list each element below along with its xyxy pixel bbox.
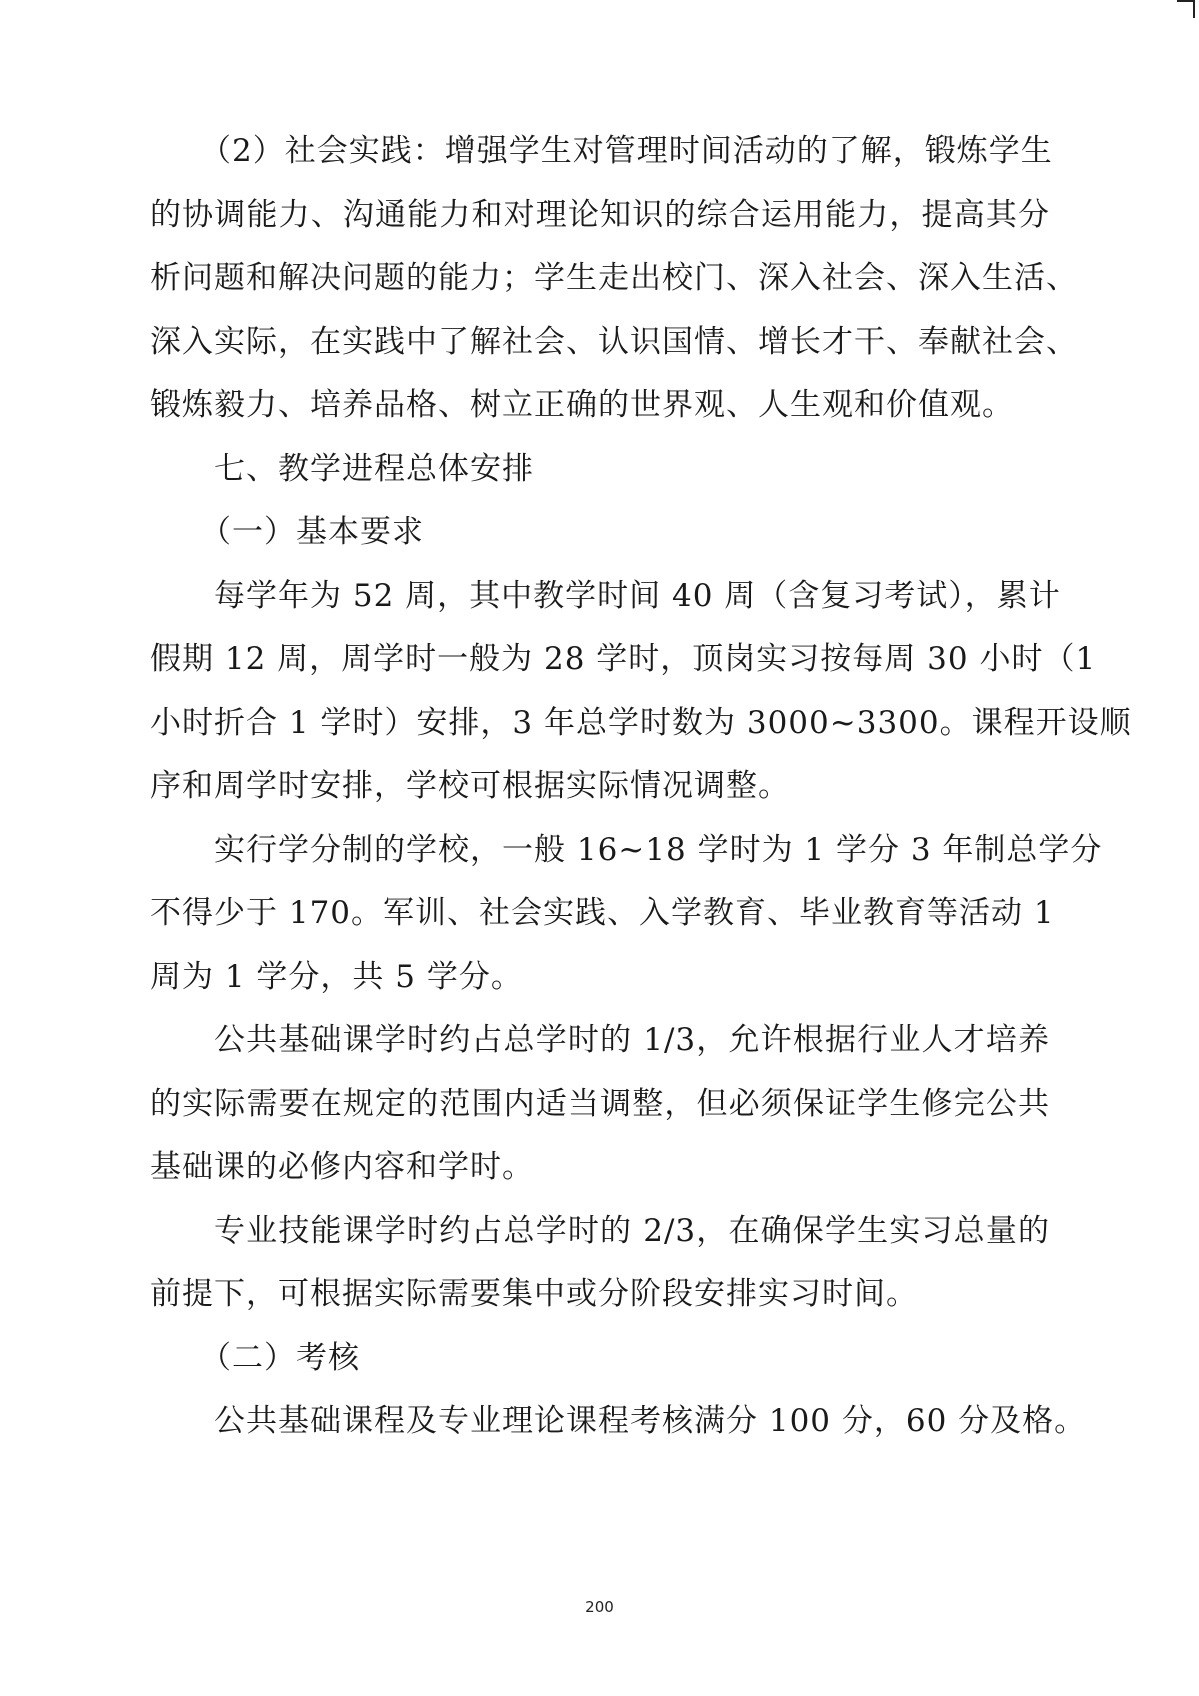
paragraph-line: 专业技能课学时约占总学时的 2/3，在确保学生实习总量的 [214,1212,1050,1249]
paragraph-line: 实行学分制的学校，一般 16~18 学时为 1 学分 3 年制总学分 [214,831,1103,868]
paragraph-line: 公共基础课学时约占总学时的 1/3，允许根据行业人才培养 [214,1022,1050,1058]
paragraph-line: 序和周学时安排，学校可根据实际情况调整。 [150,768,790,804]
paragraph-line: （2）社会实践：增强学生对管理时间活动的了解，锻炼学生 [200,133,1053,169]
paragraph-line: 前提下，可根据实际需要集中或分阶段安排实习时间。 [150,1276,918,1312]
paragraph-line: 周为 1 学分，共 5 学分。 [150,958,523,995]
document-body [150,120,1132,1454]
paragraph-line: 的实际需要在规定的范围内适当调整，但必须保证学生修完公共 [150,1085,1050,1122]
section-heading: 七、教学进程总体安排 [214,450,534,487]
paragraph-line: 锻炼毅力、培养品格、树立正确的世界观、人生观和价值观。 [150,387,1014,423]
paragraph-line: 的协调能力、沟通能力和对理论知识的综合运用能力，提高其分 [150,196,1050,233]
paragraph-line: 基础课的必修内容和学时。 [150,1149,534,1185]
subsection-heading: （二）考核 [200,1339,360,1376]
paragraph-line: 深入实际，在实践中了解社会、认识国情、增长才干、奉献社会、 [150,323,1078,360]
paragraph-line: 小时折合 1 学时）安排，3 年总学时数为 3000~3300。课程开设顺 [150,704,1132,741]
crop-mark [1177,0,1199,22]
paragraph-line: 公共基础课程及专业理论课程考核满分 100 分，60 分及格。 [214,1403,1087,1439]
page-number: 200 [585,1598,614,1616]
paragraph-line: 假期 12 周，周学时一般为 28 学时，顶岗实习按每周 30 小时（1 [150,641,1097,677]
subsection-heading: （一）基本要求 [200,514,424,550]
paragraph-line: 析问题和解决问题的能力；学生走出校门、深入社会、深入生活、 [150,260,1078,296]
paragraph-line: 不得少于 170。军训、社会实践、入学教育、毕业教育等活动 1 [150,895,1055,931]
paragraph-line: 每学年为 52 周，其中教学时间 40 周（含复习考试），累计 [214,577,1061,614]
